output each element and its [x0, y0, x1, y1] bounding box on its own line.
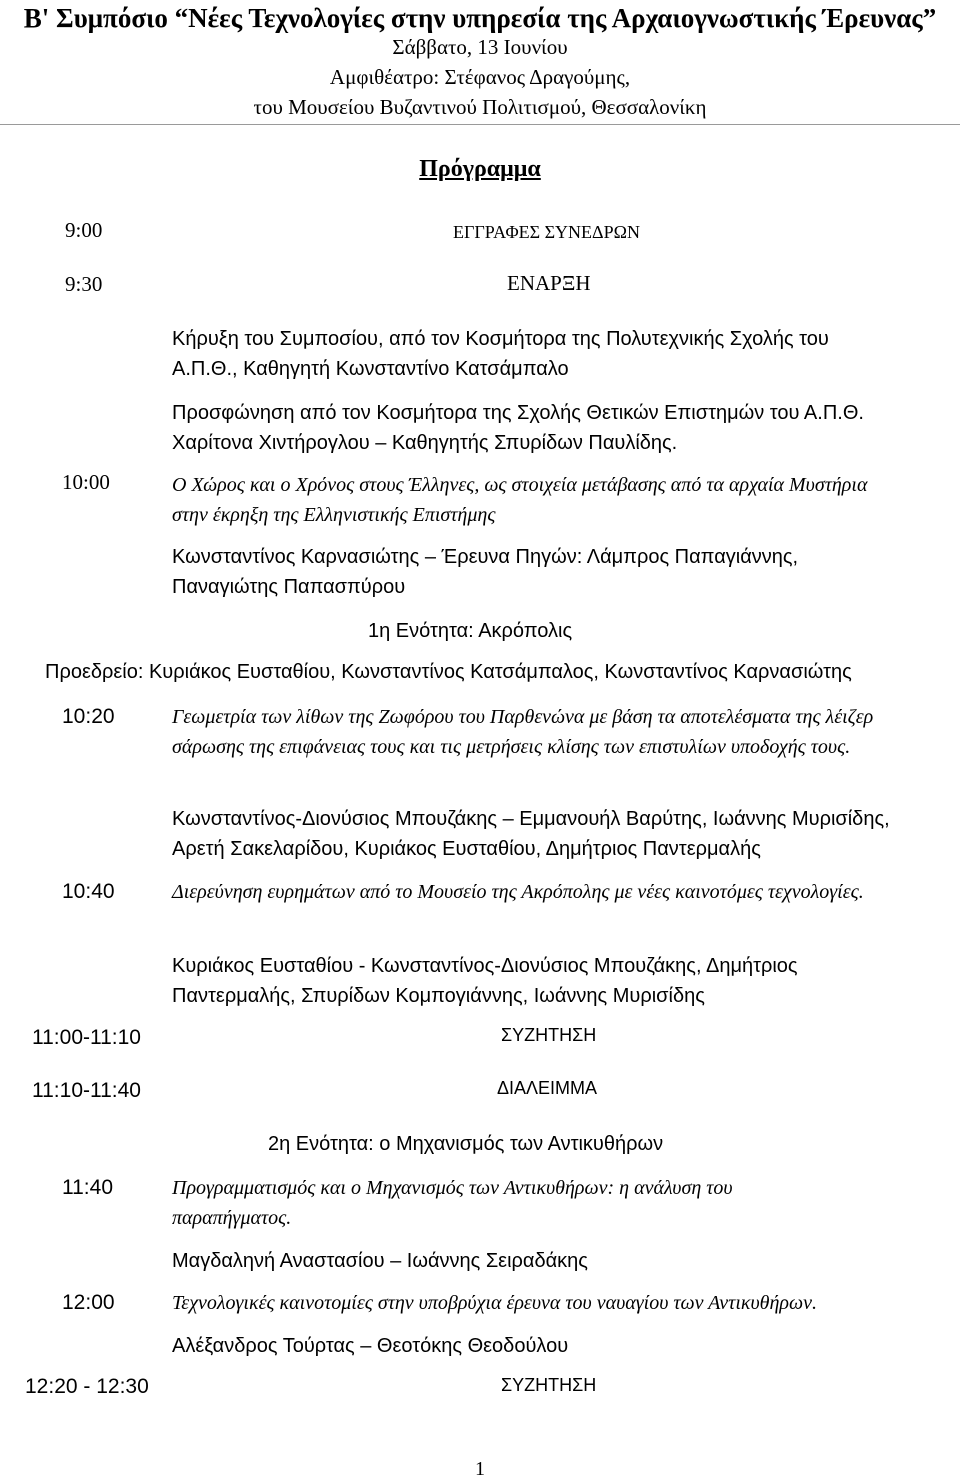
discussion-1-label: ΣΥΖΗΤΗΣΗ [501, 1025, 597, 1045]
discussion-2-label: ΣΥΖΗΤΗΣΗ [501, 1375, 597, 1395]
talk-1140-authors: Μαγδαληνή Αναστασίου – Ιωάννης Σειραδάκης [172, 1250, 588, 1272]
talk-1140-title: Προγραμματισμός και ο Μηχανισμός των Αντικυθήρων: η ανάλυση του παραπήγματος. [172, 1177, 733, 1229]
time-registration: 9:00 [65, 218, 103, 242]
symposium-date: Σάββατο, 13 Ιουνίου [392, 35, 568, 59]
talk-1040-authors: Κυριάκος Ευσταθίου - Κωνσταντίνος-Διονύσιος Μπουζάκης, Δημήτριος Παντερμαλής, Σπυρίδων Κομπογιάννης, Ιωάννης Μυρισίδης [172, 955, 798, 1007]
program-heading: Πρόγραμμα [419, 156, 541, 182]
opening-label: ΕΝΑΡΞΗ [507, 271, 591, 295]
header-divider [0, 124, 960, 125]
time-discussion-2: 12:20 - 12:30 [25, 1375, 149, 1398]
break-1-label: ΔΙΑΛΕΙΜΜΑ [497, 1078, 598, 1098]
time-discussion-1: 11:00-11:10 [32, 1026, 141, 1049]
venue-line-1: Αμφιθέατρο: Στέφανος Δραγούμης, [329, 65, 631, 89]
talk-1040-title: Διερεύνηση ευρημάτων από το Μουσείο της Ακρόπολης με νέες καινοτόμες τεχνολογίες. [172, 881, 864, 903]
time-break-1: 11:10-11:40 [32, 1079, 141, 1102]
registration-label: ΕΓΓΡΑΦΕΣ ΣΥΝΕΔΡΩΝ [453, 222, 641, 242]
talk-1000-authors: Κωνσταντίνος Καρνασιώτης – Έρευνα Πηγών: Λάμπρος Παπαγιάννης, Παναγιώτης Παπασπύρου [172, 546, 799, 598]
section-1-chairs: Προεδρείο: Κυριάκος Ευσταθίου, Κωνσταντίνος Κατσάμπαλος, Κωνσταντίνος Καρνασιώτης [45, 661, 852, 683]
time-talk-1140: 11:40 [62, 1176, 113, 1199]
page-number: 1 [475, 1458, 485, 1480]
talk-1020-title: Γεωμετρία των λίθων της Ζωφόρου του Παρθενώνα με βάση τα αποτελέσματα της λέιζερ σάρωσης της επιφάνειας τους και τις μετρήσεις κλίσης των επιστυλίων υποδοχής τους. [172, 706, 874, 758]
time-talk-1040: 10:40 [62, 880, 115, 903]
talk-1200-authors: Αλέξανδρος Τούρτας – Θεοτόκης Θεοδούλου [172, 1335, 569, 1357]
talk-1200-title: Τεχνολογικές καινοτομίες στην υποβρύχια έρευνα του ναυαγίου των Αντικυθήρων. [172, 1292, 817, 1314]
talk-1020-authors: Κωνσταντίνος-Διονύσιος Μπουζάκης – Εμμανουήλ Βαρύτης, Ιωάννης Μυρισίδης, Αρετή Σακελαρίδου, Κυριάκος Ευσταθίου, Δημήτριος Παντερμαλής [172, 808, 890, 860]
time-talk-1000: 10:00 [62, 470, 110, 494]
opening-item-2: Προσφώνηση από τον Κοσμήτορα της Σχολής Θετικών Επιστημών του Α.Π.Θ. Χαρίτονα Χιντήρογλου – Καθηγητής Σπυρίδων Παυλίδης. [172, 402, 864, 454]
time-talk-1200: 12:00 [62, 1291, 115, 1314]
time-talk-1020: 10:20 [62, 705, 115, 728]
talk-1000-title: Ο Χώρος και ο Χρόνος στους Έλληνες, ως στοιχεία μετάβασης από τα αρχαία Μυστήρια στην έκρηξη της Ελληνιστικής Επιστήμης [172, 474, 868, 526]
section-2-title: 2η Ενότητα: ο Μηχανισμός των Αντικυθήρων [268, 1133, 664, 1155]
symposium-title: Β' Συμπόσιο “Νέες Τεχνολογίες στην υπηρεσία της Αρχαιογνωστικής Έρευνας” [23, 3, 937, 33]
opening-item-1: Κήρυξη του Συμποσίου, από τον Κοσμήτορα της Πολυτεχνικής Σχολής του Α.Π.Θ., Καθηγητή Κωνσταντίνο Κατσάμπαλο [172, 328, 829, 380]
time-opening: 9:30 [65, 272, 103, 296]
section-1-title: 1η Ενότητα: Ακρόπολις [368, 620, 573, 642]
venue-line-2: του Μουσείου Βυζαντινού Πολιτισμού, Θεσσαλονίκη [253, 95, 707, 119]
